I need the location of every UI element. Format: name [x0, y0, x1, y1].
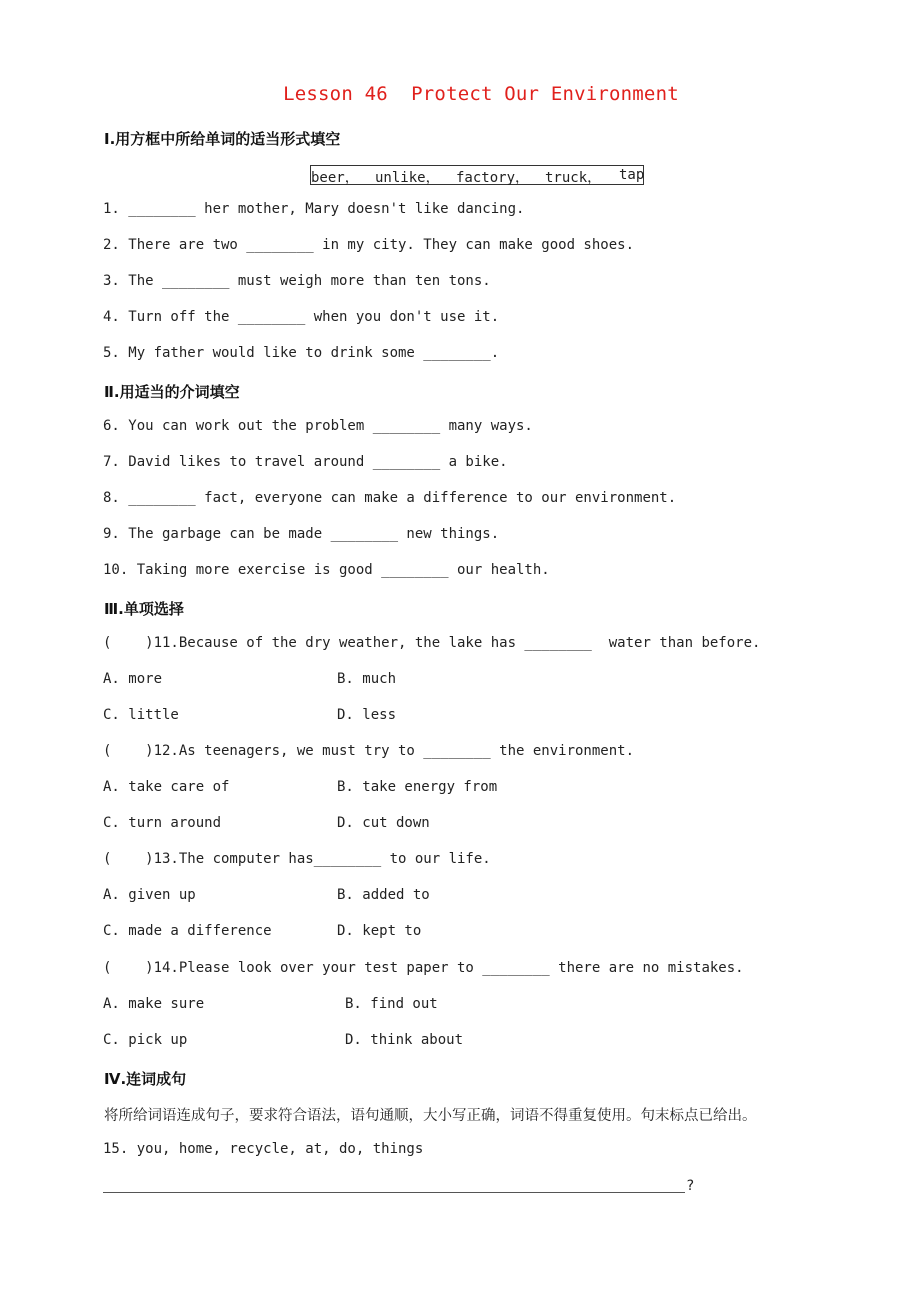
option-a: A. take care of: [103, 779, 230, 795]
option-a: A. make sure: [103, 996, 205, 1012]
question-15-prompt: 15. you, home, recycle, at, do, things: [103, 1141, 424, 1157]
option-c: C. turn around: [103, 815, 222, 831]
option-a: A. given up: [103, 887, 196, 903]
question-12-stem: ( )12.As teenagers, we must try to ________ the environment.: [103, 743, 635, 759]
page-title: Lesson 46 Protect Our Environment: [283, 83, 679, 105]
option-a: A. more: [103, 671, 163, 687]
section-1-heading: Ⅰ.用方框中所给单词的适当形式填空: [104, 130, 341, 148]
option-c: C. made a difference: [103, 923, 272, 939]
word-bank-box: [310, 165, 644, 185]
option-b: B. take energy from: [337, 779, 498, 795]
question-10: 10. Taking more exercise is good ________ our health.: [103, 562, 550, 578]
word-bank-word: factory，: [456, 170, 530, 186]
question-8: 8. ________ fact, everyone can make a difference to our environment.: [103, 490, 677, 506]
question-11-stem: ( )11.Because of the dry weather, the lake has ________ water than before.: [103, 635, 761, 651]
answer-line[interactable]: [103, 1178, 685, 1193]
question-13-stem: ( )13.The computer has________ to our life.: [103, 851, 491, 867]
option-d: D. think about: [345, 1032, 464, 1048]
section-3-heading: Ⅲ.单项选择: [104, 600, 184, 618]
question-4: 4. Turn off the ________ when you don't use it.: [103, 309, 500, 325]
option-d: D. cut down: [337, 815, 430, 831]
option-d: D. kept to: [337, 923, 422, 939]
option-b: B. much: [337, 671, 397, 687]
question-14-stem: ( )14.Please look over your test paper to ________ there are no mistakes.: [103, 960, 744, 976]
option-c: C. little: [103, 707, 179, 723]
question-3: 3. The ________ must weigh more than ten tons.: [103, 273, 491, 289]
section-4-instruction: 将所给词语连成句子，要求符合语法，语句通顺，大小写正确，词语不得重复使用。句末标点已给出。: [104, 1108, 757, 1124]
question-7: 7. David likes to travel around ________ a bike.: [103, 454, 508, 470]
section-4-heading: Ⅳ.连词成句: [104, 1070, 187, 1088]
question-9: 9. The garbage can be made ________ new things.: [103, 526, 500, 542]
question-2: 2. There are two ________ in my city. They can make good shoes.: [103, 237, 635, 253]
question-1: 1. ________ her mother, Mary doesn't like dancing.: [103, 201, 525, 217]
word-bank-word: beer，: [311, 170, 359, 186]
word-bank-word: tap: [619, 167, 645, 183]
option-d: D. less: [337, 707, 397, 723]
option-c: C. pick up: [103, 1032, 188, 1048]
end-punctuation: ?: [686, 1178, 695, 1194]
word-bank-word: unlike，: [375, 170, 440, 186]
option-b: B. find out: [345, 996, 438, 1012]
question-6: 6. You can work out the problem ________ many ways.: [103, 418, 533, 434]
section-2-heading: Ⅱ.用适当的介词填空: [104, 383, 240, 401]
word-bank-word: truck，: [545, 170, 602, 186]
option-b: B. added to: [337, 887, 430, 903]
question-5: 5. My father would like to drink some ________.: [103, 345, 500, 361]
